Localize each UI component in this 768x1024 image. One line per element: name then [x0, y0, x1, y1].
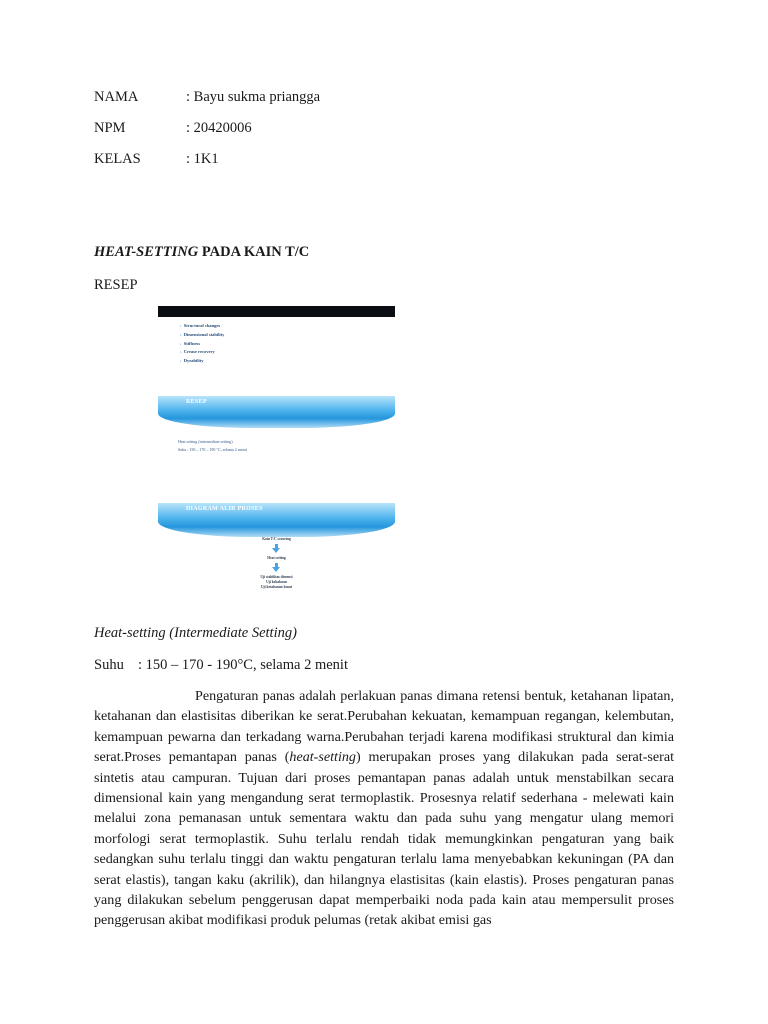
- suhu-value: : 150 – 170 - 190°C, selama 2 menit: [138, 657, 348, 673]
- slide-banner-title: RESEP: [186, 399, 207, 405]
- flow-step: Kain T/C scouring: [262, 537, 291, 541]
- npm-value: : 20420006: [186, 120, 252, 136]
- slide-text: Suhu : 150 – 170 – 190 °C, selama 2 menit: [178, 447, 247, 452]
- flow-step: Heat setting: [267, 556, 286, 560]
- title-italic: HEAT-SETTING: [94, 244, 199, 260]
- slide-bullet: › Dyeability: [180, 357, 395, 366]
- slide-banner: [158, 396, 395, 428]
- slide-bullet: › Dimensional stability: [180, 331, 395, 340]
- slide-topbar: [158, 306, 395, 317]
- resep-label: RESEP: [94, 277, 138, 293]
- paragraph-part-2: ) merupakan proses yang dilakukan pada serat-serat sintetis atau campuran. Tujuan dari proses pemantapan panas adalah untuk menstabilkan secara dimensional kain yang mengandung serat termoplastik. Prosesnya relatif sederhana - melewati kain melalui zona pemanasan untuk sementara waktu dan pada suhu yang mengatur ulang memori morfologi serat termoplastik. Suhu terlalu rendah tidak memungkinkan pengaturan yang baik sedangkan suhu terlalu tinggi dan waktu pengaturan terlalu lama menyebabkan kekuningan (PA dan serat elastis), tangan kaku (akrilik), dan hilangnya elastisitas (kain elastis). Proses pengaturan panas yang dilakukan sebelum penggerusan dapat memperbaiki noda pada kain atau mempersulit proses penggerusan akibat modifikasi produk pelumas (retak akibat emisi gas: [94, 749, 674, 929]
- kelas-label: KELAS: [94, 151, 141, 167]
- nama-value: : Bayu sukma priangga: [186, 89, 321, 105]
- slide-structural: [158, 306, 395, 388]
- down-arrow-icon: [272, 548, 280, 553]
- embedded-slides-image: [158, 306, 395, 596]
- paragraph-part-1: Pengaturan panas adalah perlakuan panas dimana retensi bentuk, ketahanan lipatan, ketahanan dan elastisitas diberikan ke serat.Perubahan kekuatan, kemampuan regangan, kelembutan, kemampuan pewarna dan terkadang warna.Perubahan terjadi karena modifikasi struktural dan kimia serat.Proses pemantapan panas (: [94, 688, 674, 766]
- slide-bullet: › Structural changes: [180, 322, 395, 331]
- down-arrow-icon: [272, 567, 280, 572]
- slide-diagram: [158, 503, 395, 596]
- slide-banner: [158, 503, 395, 537]
- kelas-value: : 1K1: [186, 151, 219, 167]
- page-title: [94, 244, 309, 261]
- body-paragraph: [94, 686, 674, 931]
- slide-bullet-list: [180, 322, 395, 366]
- npm-label: NPM: [94, 120, 126, 136]
- flow-diagram: [158, 537, 395, 595]
- flow-step: Uji stabilitas dimensi: [260, 575, 293, 579]
- paragraph-italic-term: heat-setting: [289, 749, 356, 766]
- slide-bullet: › Crease recovery: [180, 348, 395, 357]
- nama-label: NAMA: [94, 89, 139, 105]
- slide-resep: [158, 396, 395, 476]
- slide-text: Heat setting (intermediate setting): [178, 439, 233, 444]
- flow-step: Uji ketahanan kusut: [260, 585, 293, 589]
- flow-step: Uji kekakuan: [266, 580, 287, 584]
- suhu-line: [94, 657, 348, 674]
- title-rest: PADA KAIN T/C: [198, 244, 310, 260]
- suhu-label: Suhu: [94, 657, 124, 673]
- section-subheading: Heat-setting (Intermediate Setting): [94, 625, 297, 641]
- slide-banner-title: DIAGRAM ALIR PROSES: [186, 506, 263, 512]
- slide-bullet: › Stiffness: [180, 340, 395, 349]
